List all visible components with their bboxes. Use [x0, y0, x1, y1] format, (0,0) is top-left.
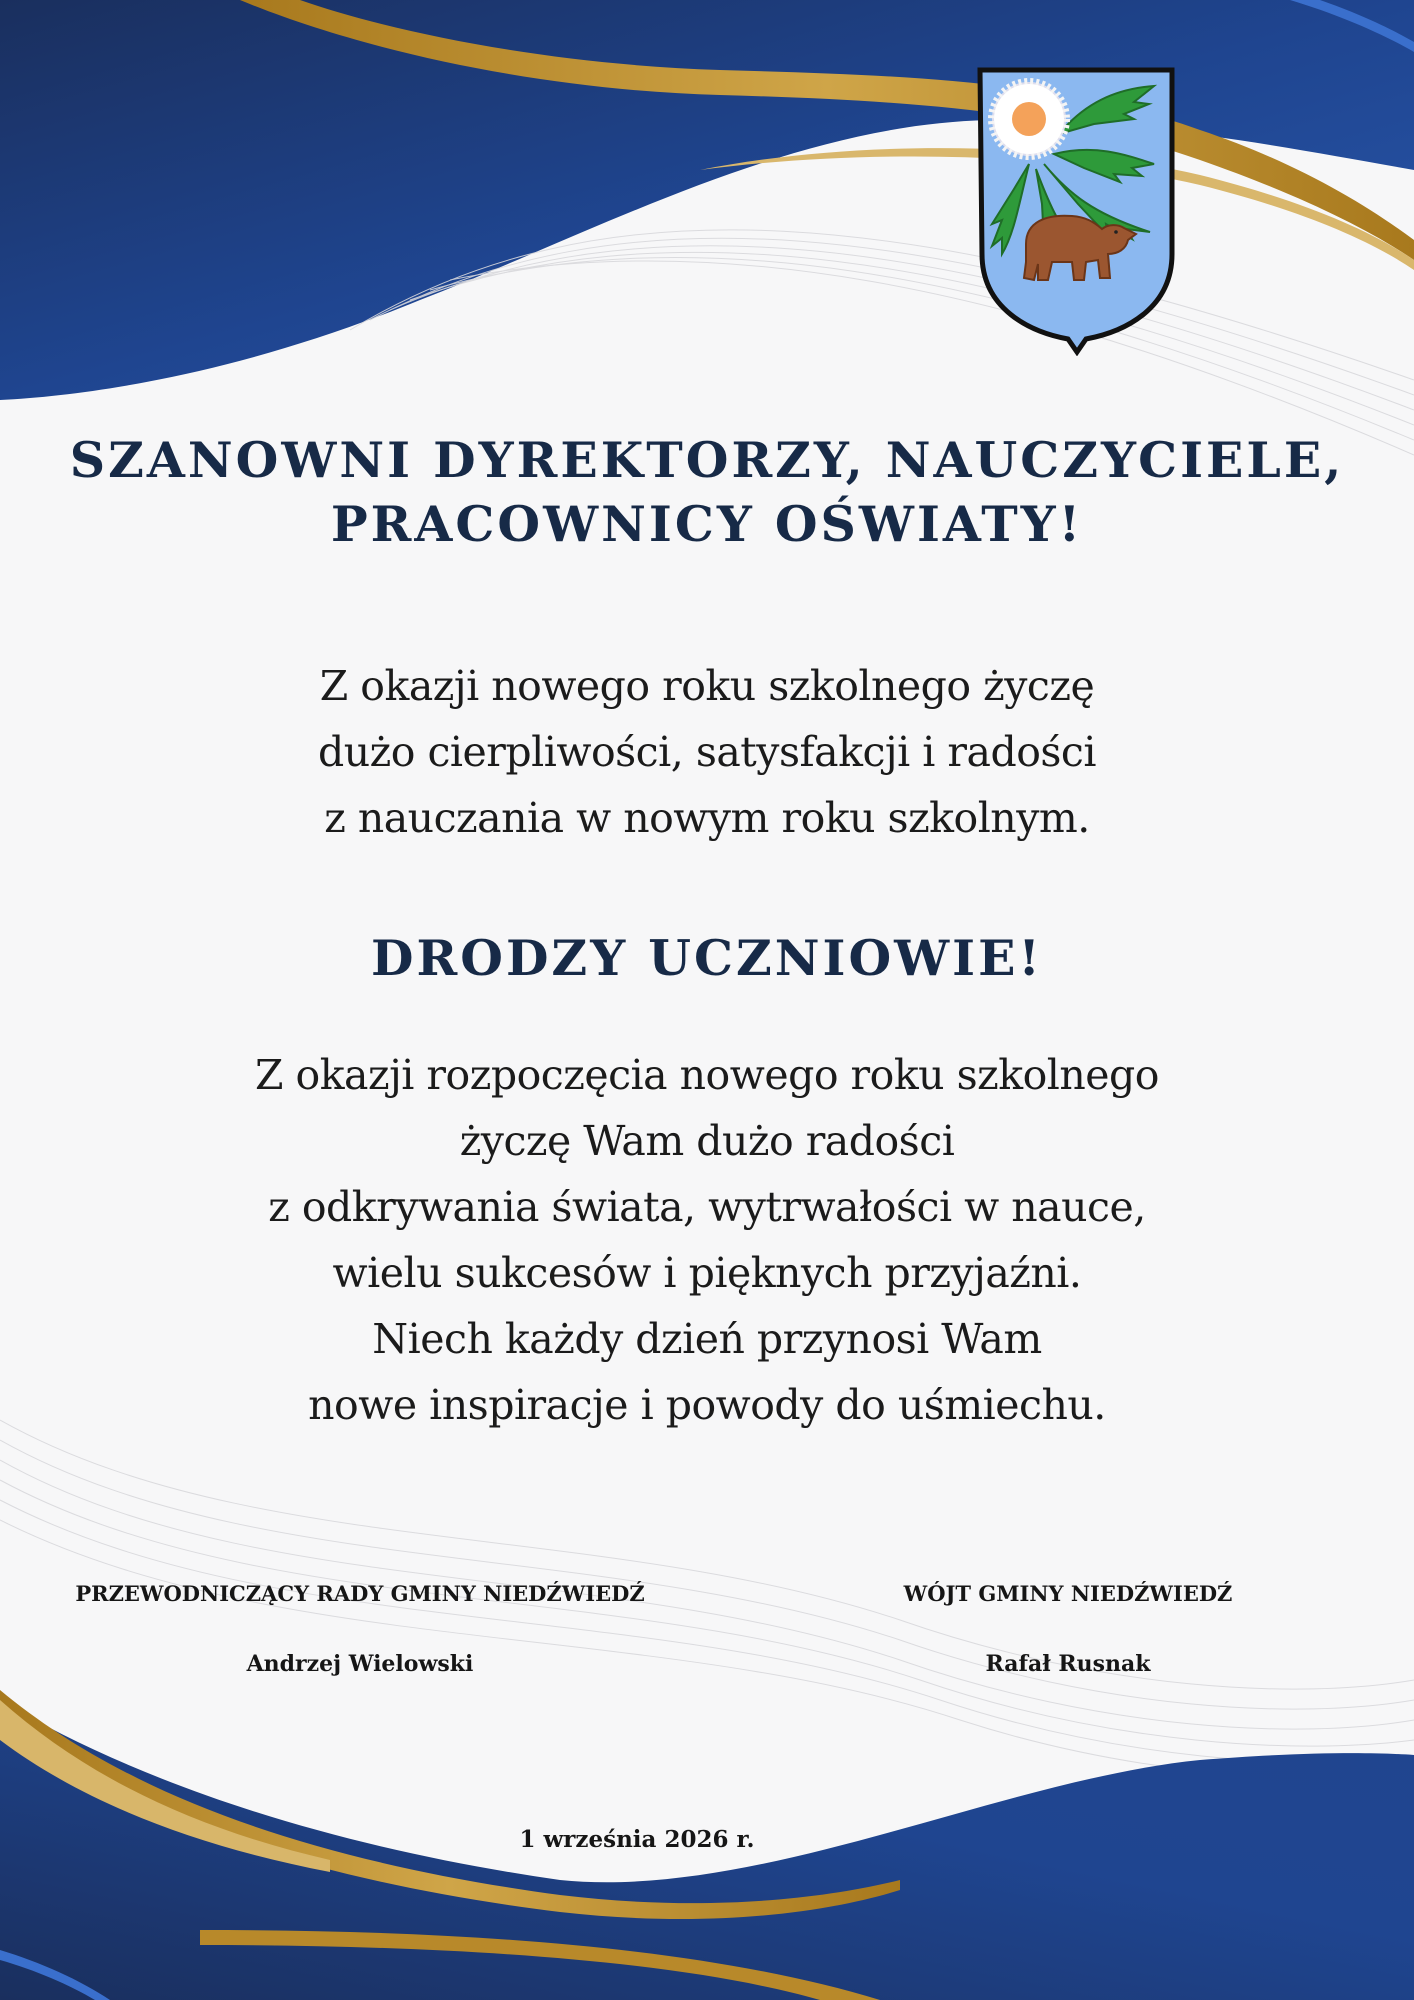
heading-staff: [0, 428, 1414, 556]
signature-role-council-chair: PRZEWODNICZĄCY RADY GMINY NIEDŹWIEDŹ: [75, 1581, 645, 1606]
date-line: 1 września 2026 r.: [519, 1826, 755, 1853]
signature-name-council-chair: Andrzej Wielowski: [246, 1651, 474, 1677]
student-wish-line: wielu sukcesów i pięknych przyjaźni.: [332, 1249, 1082, 1297]
staff-wishes-paragraph: [0, 653, 1414, 851]
heading-students: DRODZY UCZNIOWIE!: [371, 929, 1043, 987]
student-wish-line: nowe inspiracje i powody do uśmiechu.: [308, 1381, 1106, 1429]
heading-staff-line-2: PRACOWNICY OŚWIATY!: [330, 495, 1084, 553]
top-navy-wave: [0, 0, 1414, 400]
staff-wish-line: z nauczania w nowym roku szkolnym.: [324, 794, 1090, 842]
signature-name-mayor: Rafał Rusnak: [985, 1651, 1151, 1677]
signature-role-mayor: WÓJT GMINY NIEDŹWIEDŹ: [903, 1581, 1233, 1606]
student-wish-line: z odkrywania świata, wytrwałości w nauce,: [268, 1183, 1146, 1231]
student-wish-line: życzę Wam dużo radości: [459, 1117, 955, 1165]
student-wish-line: Z okazji rozpoczęcia nowego roku szkolnego: [254, 1051, 1159, 1099]
student-wish-line: Niech każdy dzień przynosi Wam: [372, 1315, 1042, 1363]
student-wishes-paragraph: [0, 1042, 1414, 1438]
heading-staff-line-1: SZANOWNI DYREKTORZY, NAUCZYCIELE,: [69, 431, 1345, 489]
coat-of-arms-emblem: [974, 64, 1180, 356]
staff-wish-line: dużo cierpliwości, satysfakcji i radości: [317, 728, 1097, 776]
staff-wish-line: Z okazji nowego roku szkolnego życzę: [319, 662, 1095, 710]
